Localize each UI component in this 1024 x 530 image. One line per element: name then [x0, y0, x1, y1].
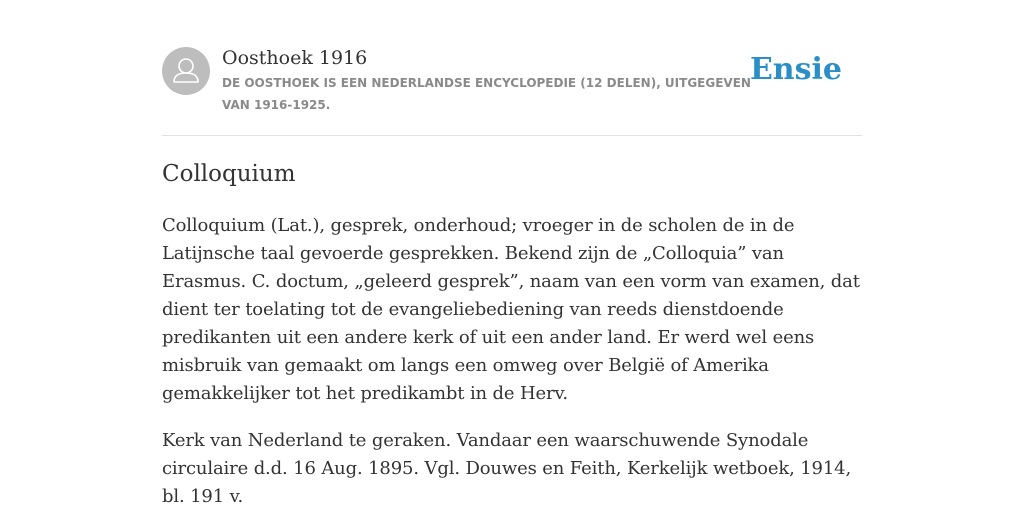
source-header — [162, 44, 862, 136]
ensie-logo-link[interactable]: Ensie — [749, 52, 842, 87]
source-description: DE OOSTHOEK IS EEN NEDERLANDSE ENCYCLOPEDIE (12 DELEN), UITGEGEVEN VAN 1916-1925. — [222, 76, 751, 112]
article-paragraph: Colloquium (Lat.), gesprek, onderhoud; vroeger in de scholen de in de Latijnsche taal gevoerde gesprekken. Bekend zijn de „Colloquia” van Erasmus. C. doctum, „geleerd gesprek”, naam van een vorm van examen, dat dient ter toelating tot de evangeliebediening van reeds dienstdoende predikanten uit een andere kerk of uit een ander land. Er werd wel eens misbruik van gemaakt om langs een omweg over België of Amerika gemakkelijker tot het predikambt in de Herv. — [162, 215, 860, 404]
article-body — [162, 212, 872, 530]
article-paragraph: Kerk van Nederland te geraken. Vandaar een waarschuwende Synodale circulaire d.d. 16 Aug. 1895. Vgl. Douwes en Feith, Kerkelijk wetboek, 1914, bl. 191 v. — [162, 430, 852, 507]
article-title: Colloquium — [162, 161, 296, 187]
user-icon[interactable] — [162, 47, 210, 95]
source-name[interactable]: Oosthoek 1916 — [222, 47, 368, 69]
